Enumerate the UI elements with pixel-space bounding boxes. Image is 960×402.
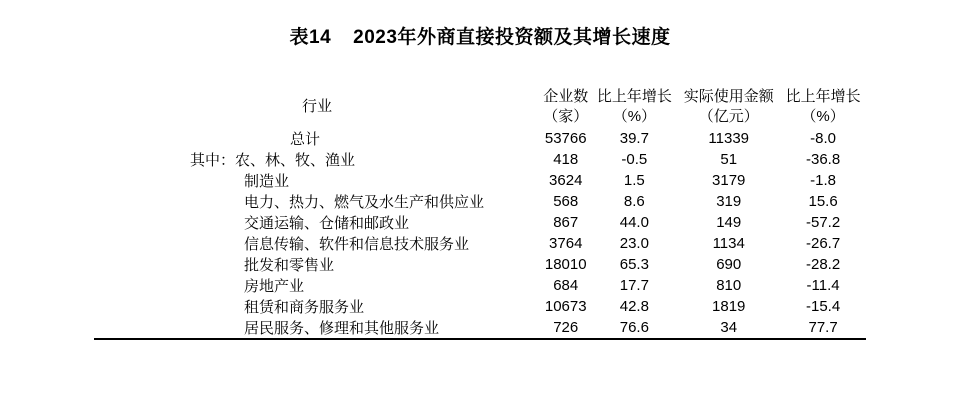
row-industry-name: 电力、热力、燃气及水生产和供应业 — [244, 193, 485, 211]
row-industry-name: 总计 — [290, 130, 321, 148]
row-industry-label — [94, 215, 409, 232]
row-growth-amount: -57.2 — [805, 213, 841, 231]
row-enterprises: 18010 — [544, 255, 587, 273]
column-header-amount-unit: （亿元） — [698, 108, 759, 126]
table-number: 表14 — [289, 27, 332, 48]
row-industry-name: 制造业 — [244, 172, 290, 190]
row-industry-label — [94, 194, 484, 211]
row-amount: 319 — [716, 192, 742, 210]
row-industry-name: 租赁和商务服务业 — [244, 298, 365, 316]
column-header-enterprises — [540, 87, 591, 128]
row-industry-label — [94, 320, 439, 337]
row-enterprises: 568 — [553, 192, 579, 210]
row-growth-amount: -15.4 — [805, 297, 841, 315]
column-header-growth-enterprises — [591, 87, 677, 128]
row-prefix-label: 其中： — [190, 151, 236, 169]
row-industry-label — [94, 257, 334, 274]
table-header-row — [94, 87, 866, 128]
row-industry-label — [94, 278, 304, 295]
row-growth-amount: -28.2 — [805, 255, 841, 273]
row-industry-cell — [94, 296, 540, 317]
row-industry-name: 居民服务、修理和其他服务业 — [244, 319, 440, 337]
row-growth-enterprises: 39.7 — [619, 129, 649, 147]
row-growth-enterprises: 17.7 — [619, 276, 649, 294]
row-growth-amount: -26.7 — [805, 234, 841, 252]
row-amount: 690 — [716, 255, 742, 273]
column-header-growth-amount-unit: （%） — [801, 108, 845, 126]
table-row — [94, 296, 866, 317]
column-header-growth-enterprises-unit: （%） — [612, 108, 657, 126]
table-title-text: 2023年外商直接投资额及其增长速度 — [353, 27, 671, 48]
row-industry-name: 交通运输、仓储和邮政业 — [244, 214, 410, 232]
row-industry-cell — [94, 128, 540, 149]
row-amount: 51 — [720, 150, 738, 168]
row-industry-cell — [94, 317, 540, 339]
row-industry-label — [94, 131, 320, 148]
table-row — [94, 149, 866, 170]
row-enterprises: 3764 — [549, 234, 583, 252]
row-growth-enterprises: -0.5 — [621, 150, 648, 168]
table-header — [94, 87, 866, 128]
column-header-growth-amount — [780, 87, 866, 128]
table-row — [94, 275, 866, 296]
row-industry-label — [94, 236, 469, 253]
table-row — [94, 170, 866, 191]
row-industry-cell — [94, 191, 540, 212]
row-amount: 149 — [716, 213, 742, 231]
row-enterprises: 867 — [553, 213, 579, 231]
row-amount: 34 — [677, 317, 780, 339]
row-growth-enterprises: 42.8 — [619, 297, 649, 315]
fdi-statistics-table — [94, 87, 866, 340]
column-header-industry — [94, 87, 540, 128]
row-amount: 1819 — [712, 297, 746, 315]
row-growth-enterprises: 65.3 — [619, 255, 649, 273]
row-industry-name: 批发和零售业 — [244, 256, 335, 274]
row-growth-amount: 15.6 — [808, 192, 838, 210]
row-growth-enterprises: 76.6 — [591, 317, 677, 339]
row-industry-name: 房地产业 — [244, 277, 305, 295]
column-header-industry-label: 行业 — [301, 98, 332, 116]
page-title — [0, 0, 960, 49]
row-growth-amount: 77.7 — [780, 317, 866, 339]
row-industry-cell — [94, 254, 540, 275]
row-growth-amount: -11.4 — [806, 276, 840, 294]
row-industry-cell — [94, 275, 540, 296]
row-amount: 3179 — [712, 171, 746, 189]
column-header-growth-amount-label: 比上年增长 — [785, 88, 861, 105]
row-growth-enterprises: 8.6 — [623, 192, 645, 210]
table-body — [94, 128, 866, 339]
row-industry-label — [94, 152, 355, 169]
table-row — [94, 317, 866, 339]
row-growth-enterprises: 1.5 — [623, 171, 645, 189]
table-row — [94, 191, 866, 212]
row-growth-amount: -36.8 — [805, 150, 841, 168]
row-amount: 810 — [716, 276, 742, 294]
table-row — [94, 254, 866, 275]
row-growth-amount: -1.8 — [810, 171, 837, 189]
table-row — [94, 128, 866, 149]
row-enterprises: 684 — [553, 276, 579, 294]
row-growth-enterprises: 44.0 — [619, 213, 649, 231]
table-row — [94, 233, 866, 254]
row-industry-cell — [94, 212, 540, 233]
column-header-enterprises-label: 企业数 — [543, 88, 589, 105]
row-amount: 1134 — [712, 234, 745, 252]
table-row — [94, 212, 866, 233]
row-enterprises: 10673 — [544, 297, 587, 315]
row-industry-name: 信息传输、软件和信息技术服务业 — [244, 235, 470, 253]
row-industry-cell — [94, 149, 540, 170]
table-container — [94, 87, 866, 340]
row-industry-label — [94, 173, 289, 190]
column-header-growth-enterprises-label: 比上年增长 — [596, 88, 672, 105]
row-enterprises: 3624 — [549, 171, 583, 189]
column-header-amount — [677, 87, 780, 128]
row-enterprises: 53766 — [544, 129, 587, 147]
row-enterprises: 726 — [540, 317, 591, 339]
column-header-amount-label: 实际使用金额 — [683, 88, 774, 105]
row-growth-amount: -8.0 — [810, 129, 837, 147]
row-growth-enterprises: 23.0 — [619, 234, 649, 252]
row-amount: 11339 — [708, 129, 750, 147]
column-header-enterprises-unit: （家） — [543, 108, 589, 126]
row-industry-cell — [94, 170, 540, 191]
row-enterprises: 418 — [553, 150, 579, 168]
row-industry-label — [94, 299, 364, 316]
row-industry-cell — [94, 233, 540, 254]
row-industry-name: 农、林、牧、渔业 — [235, 151, 356, 169]
